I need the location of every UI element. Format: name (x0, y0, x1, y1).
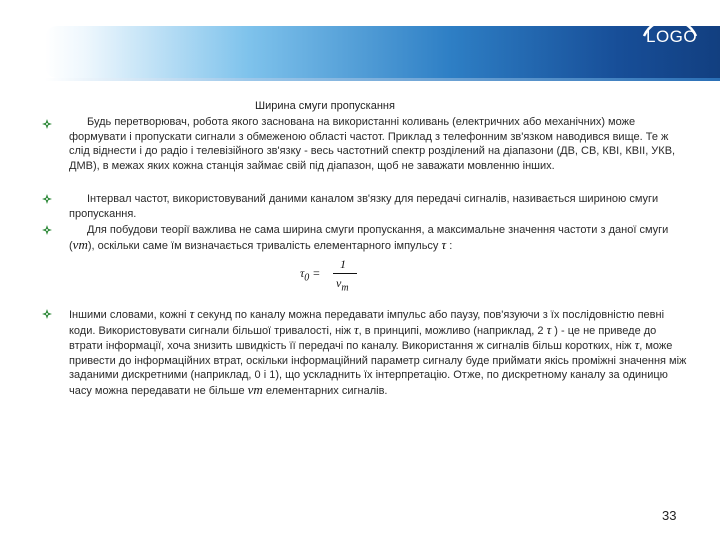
paragraph-text: : (449, 239, 453, 252)
tau-symbol: τ (189, 306, 195, 321)
paragraph-other-words (69, 307, 689, 398)
page-number: 33 (662, 508, 677, 523)
paragraph-text: Будь перетворювач, робота якого заснована на використанні коливань (електричних або механічних) може формувати і пропускати сигнали з обмеженою області частот. Приклад з телефонним зв'язком наводився вище. Те ж слід віднести і до радіо і телевізійного зв'язку - весь частотний спектр розділений на діапазони (ДВ, СВ, КВІ, КВІІ, УКВ, ДМВ), в межах яких кожна станція займає свій під діапазон, щоб не заважати мовленню інших. (69, 116, 676, 172)
paragraph-text: Інтервал частот, використовуваний даними каналом зв'язку для передачі сигналів, називається шириною смуги пропускання. (69, 193, 659, 220)
header-banner (45, 26, 720, 78)
four-petal-bullet-icon (42, 119, 52, 129)
paragraph-text: Іншими словами, кожні (69, 309, 187, 321)
paragraph-text: Для побудови теорії важлива не сама ширина смуги пропускання, а максимальне значення частоти з даної смуги ( (69, 224, 669, 252)
paragraph-interval (69, 192, 689, 221)
formula-numerator: 1 (340, 257, 346, 271)
paragraph-text: ) - це не приведе до втрати інформації, хоча знизить швидкість її передачі по каналу. Використання ж сигналів більш коротких, ніж (69, 324, 657, 352)
paragraph-text: , може привести до інформаційних втрат, оскільки інформаційний параметр сигналу буде приймати якісь проміжні значення між заданими дискретними (наприклад, 0 і 1), що ускладнить їх інтерпретацію. Отже, по дискретному каналу за одиницю часу можна передавати не більше (69, 340, 687, 397)
paragraph-text: , в принципі, можливо (наприклад, 2 (358, 324, 544, 337)
formula-fraction-bar (333, 273, 357, 274)
paragraph-text: ), оскільки саме їм визначається тривалість елементарного імпульсу (87, 239, 439, 252)
formula-equals: = (312, 266, 321, 280)
four-petal-bullet-icon (42, 194, 52, 204)
formula-tau: τ (300, 266, 305, 280)
slide-title: Ширина смуги пропускання (255, 100, 395, 112)
tau-symbol: τ (354, 321, 359, 337)
tau-symbol: τ (546, 321, 552, 337)
paragraph-text: секунд по каналу можна передавати імпульс або паузу, пов'язуючи з їх послідовністю певні коди. Використовувати сигнали більшої тривалості, ніж (69, 309, 665, 337)
paragraph-max-frequency (69, 223, 689, 253)
nu-m-symbol: νm (72, 236, 88, 252)
formula-tau-subscript: 0 (304, 272, 310, 284)
header-underline (45, 78, 720, 81)
formula-nu: ν (336, 276, 342, 290)
paragraph-text: елементарних сигналів. (265, 384, 388, 397)
formula-nu-subscript: m (341, 282, 349, 294)
formula-denominator (336, 276, 349, 293)
formula-lhs (300, 266, 320, 283)
tau-symbol: τ (634, 337, 640, 352)
four-petal-bullet-icon (42, 309, 52, 319)
four-petal-bullet-icon (42, 225, 52, 235)
paragraph-converter (69, 115, 689, 173)
tau-symbol: τ (441, 236, 447, 252)
logo-text: LOGO (646, 27, 698, 46)
nu-m-symbol: νm (247, 381, 263, 397)
tau-formula (300, 257, 380, 297)
